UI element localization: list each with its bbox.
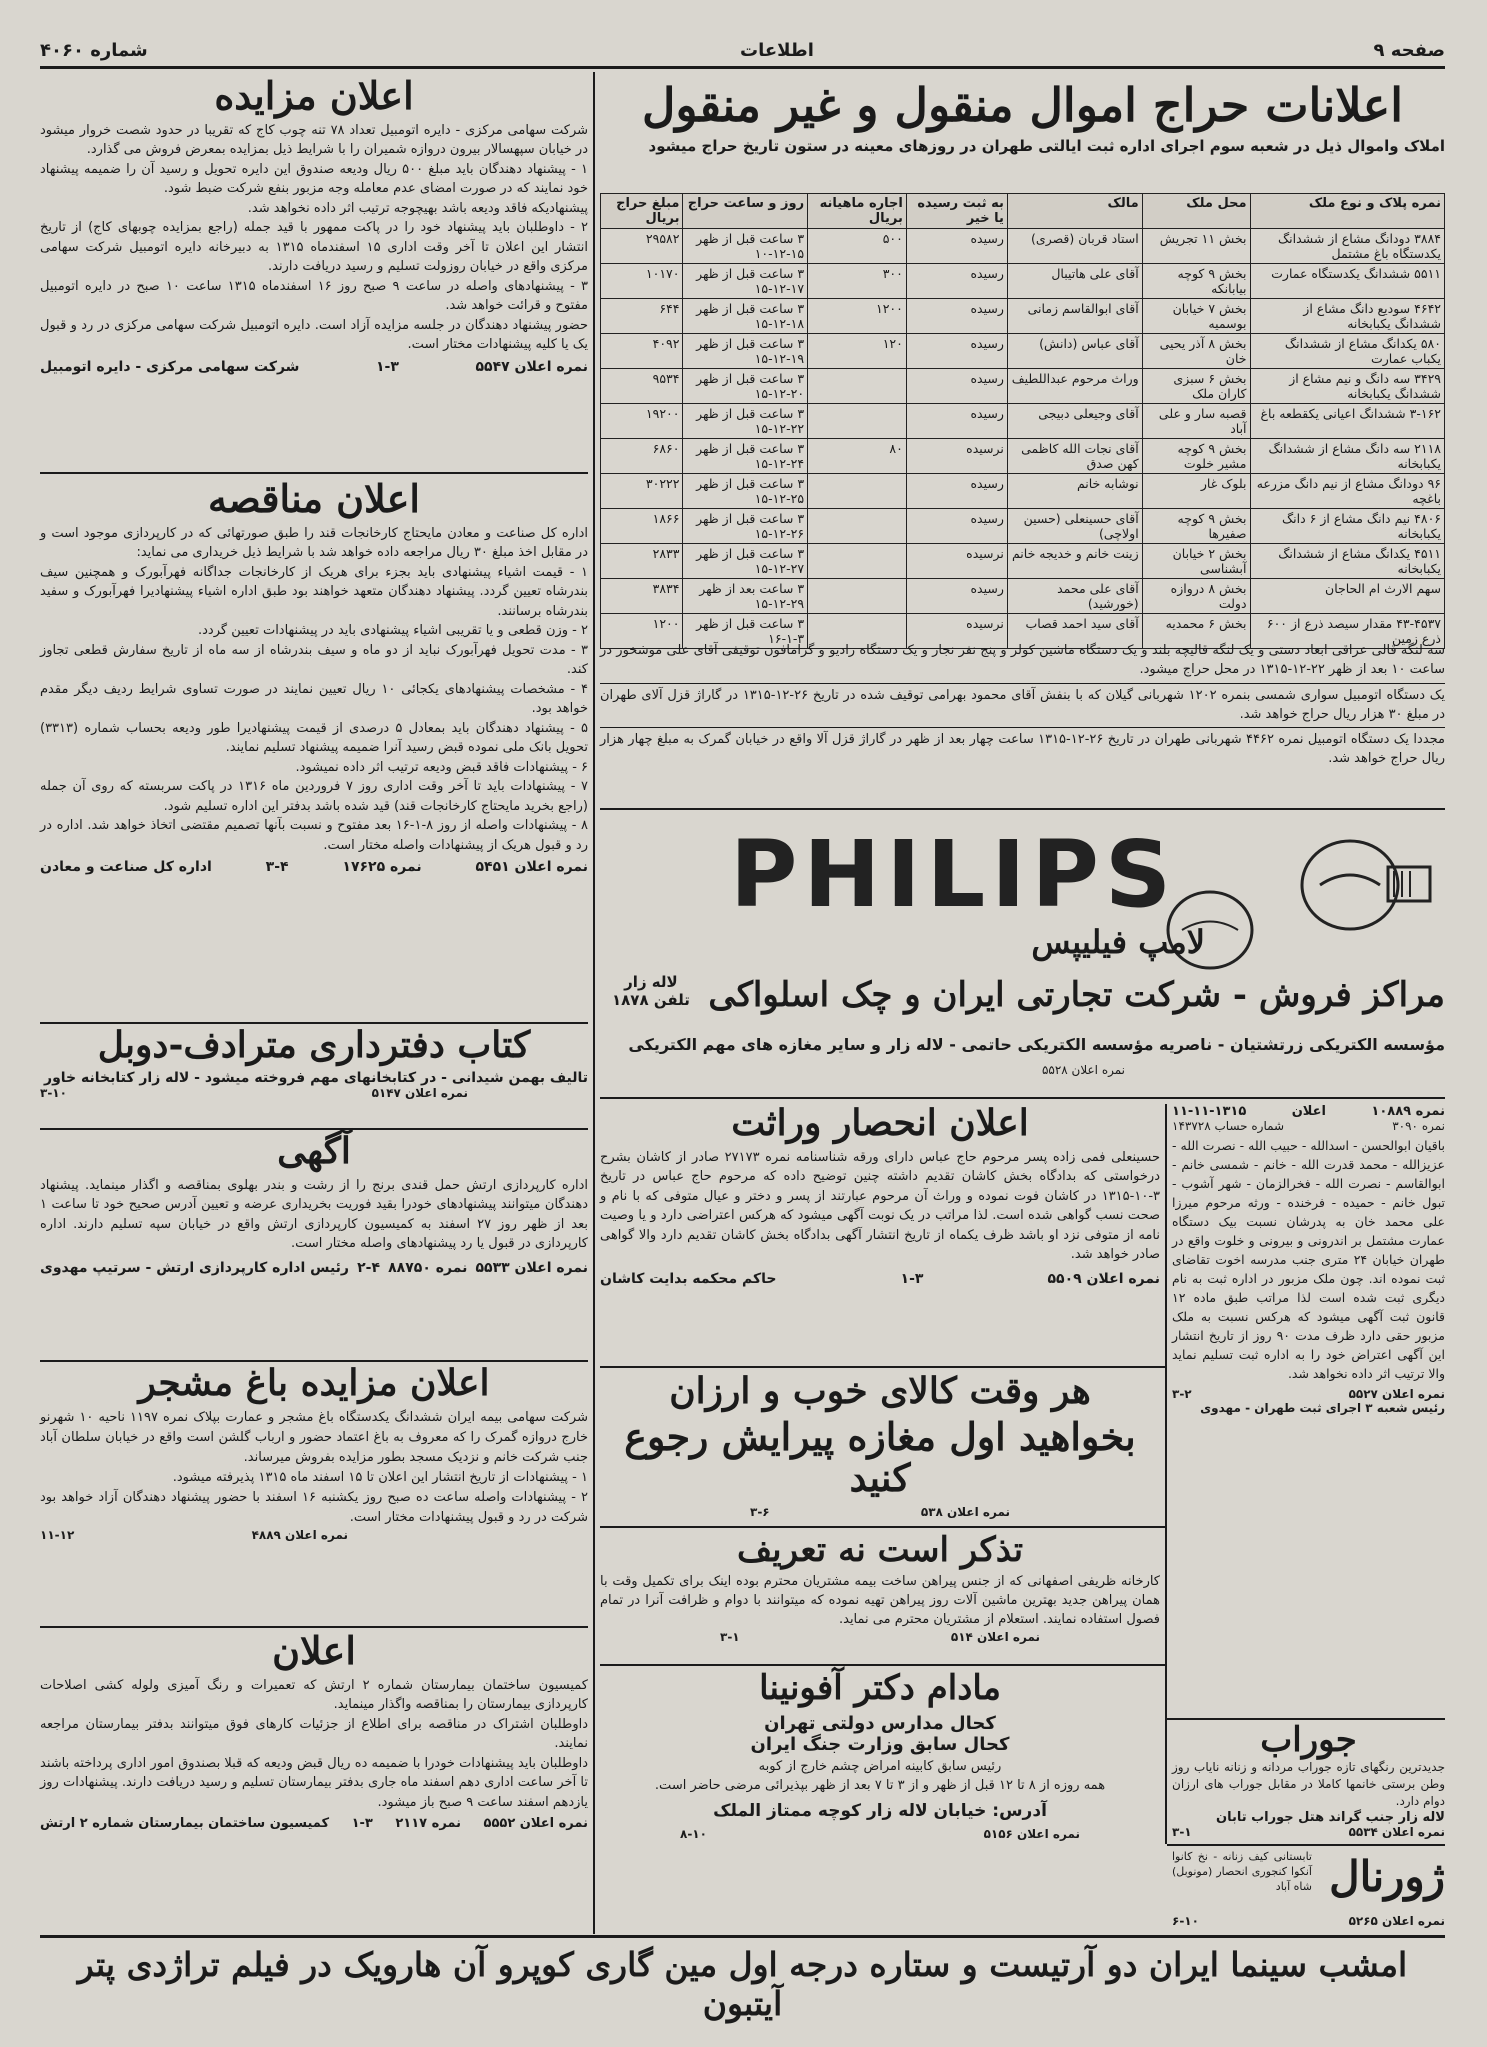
- ad-signature: شرکت سهامی مرکزی - دایره اتومبیل: [40, 358, 300, 375]
- paragraph: شرکت سهامی مرکزی - دایره اتومبیل تعداد ۷۸ تنه چوب کاج که تقریبا در حدود شصت خروار میشود در خیابان سپهسالار بیرون دروازه شمیران را با شرایط ذیل بمزایده بمعرض فروش می گذارد.: [40, 122, 589, 158]
- side-elan-date: ۱۱-۱۱-۱۳۱۵: [1172, 1104, 1247, 1119]
- ad-signature: رئیس شعبه ۳ اجرای ثبت طهران - مهدوی: [1200, 1401, 1445, 1415]
- table-cell: آقای علی محمد (خورشید): [1007, 579, 1142, 614]
- auction-notes: [600, 642, 1445, 769]
- ad-number: نمره اعلان ۵۵۴۷: [475, 358, 588, 375]
- monaghese-title: اعلان مناقصه: [208, 476, 420, 521]
- bagh-body: [40, 1408, 588, 1529]
- enhesar-body: حسینعلی فمی زاده پسر مرحوم حاج عباس دارای ورقه شناسنامه نمره ۲۷۱۷۳ صادر از کاشان بشرح درخواستی که بدادگاه بخش کاشان تقدیم داشته چنین توضیح داده که مرحوم حاج عباس در تاریخ ۳-۱۰-۱۳۱۵ در کاشان فوت نموده و وراث آن مرحوم عبارتند از پسر و دختر و عیال متوفی که با نام و صحت نسب گواهی شده است. لذا مراتب در یک نوبت آگهی میشود که هرکس اعتراضی دارد و یا وصیت نامه از متوفی نزد او باشد ظرف یکماه از تاریخ انتشار آگهی بدادگاه بخش کاشان تقدیم دارد والا گواهی صادر خواهد شد.: [600, 1149, 1160, 1263]
- table-cell: ۱۲۰۰: [808, 299, 907, 334]
- afonina-title: مادام دکتر آفونینا: [759, 1668, 1001, 1708]
- auction-column-header: به ثبت رسیده یا خیر: [906, 194, 1007, 229]
- table-cell: ۳ ساعت قبل از ظهر ۲۶-۱۲-۱۵: [683, 509, 808, 544]
- auction-title: اعلانات حراج اموال منقول و غیر منقول: [641, 78, 1404, 132]
- paragraph: ۵ - پیشنهاد دهندگان باید بمعادل ۵ درصدی از قیمت پیشنهادیرا طور ودیعه بحساب شماره (۳۳۱۳) تحویل بانک ملی نموده قبض رسید آنرا ضمیمه پیشنهاد تسلیم نمایند.: [40, 720, 588, 756]
- paragraph: داوطلبان باید پیشنهادات خودرا با ضمیمه ده ریال قبض ودیعه که قبلا بصندوق امور اداری پرداخته باشند تا آخر ساعت اداری دهم اسفند ماه جاری بدفتر بیمارستان تسلیم و رسید دریافت دارند. پیشنهادات روز یازدهم اسفند ساعت ۹ صبح باز میشود.: [40, 1755, 588, 1810]
- philips-address-block: [612, 973, 690, 1009]
- book-footer: [40, 1086, 588, 1100]
- ad-number: نمره اعلان ۴۸۸۹: [251, 1528, 348, 1543]
- ad-code: ۲-۴: [357, 1259, 381, 1276]
- side-elan-footer: [1172, 1387, 1445, 1401]
- lamp-bulb-icon: [1290, 825, 1440, 935]
- table-cell: ۹۶ دودانگ مشاع از نیم دانگ مزرعه باغچه: [1250, 474, 1444, 509]
- enhesar-title: اعلان انحصار وراثت: [731, 1102, 1029, 1144]
- book-title: کتاب دفترداری مترادف-دوبل: [97, 1024, 531, 1066]
- note-divider: [600, 727, 1445, 728]
- afonina-ad: [600, 1670, 1160, 1932]
- table-cell: ۱۲۰۰: [601, 614, 683, 649]
- ad-code: ۳-۴: [265, 859, 289, 876]
- tazakor-title: تذکر است نه تعریف: [736, 1530, 1024, 1570]
- table-cell: ۵۸۰ یکدانگ مشاع از ششدانگ یکباب عمارت: [1250, 334, 1444, 369]
- table-cell: ۱۹۲۰۰: [601, 404, 683, 439]
- table-cell: آقای نجات الله کاظمی کهن صدق: [1007, 439, 1142, 474]
- ad-ref: نمره ۱۷۶۲۵: [342, 859, 422, 876]
- agahi-body: اداره کارپردازی ارتش حمل قندی برنج را از رشت و بندر بهلوی بمناقصه و اگذار مینماید. پیشنهاد دهندگان میتوانند پیشنهادهای خودرا بقید فوریت بخریداری عرضه و تعیین آدرس صحیح خود تا ساعت ۱ بعد از ظهر روز ۲۷ اسفند به کمیسیون کارپردازی ارتش واقع در خیابان سپه تسلیم دارند. اداره کارپردازی در قبول یا رد پیشنهادهای واصله مختار است.: [40, 1177, 589, 1252]
- side-elan-ad: [1172, 1104, 1445, 1714]
- table-cell: ۱۲۰: [808, 334, 907, 369]
- table-cell: ۳۸۸۴ دودانگ مشاع از ششدانگ یکدستگاه باغ مشتمل: [1250, 229, 1444, 264]
- ad-number: نمره اعلان ۵۵۳۳: [475, 1259, 588, 1276]
- section-rule: [600, 1366, 1165, 1368]
- philips-ad-no: نمره اعلان ۵۵۲۸: [1041, 1063, 1125, 1077]
- table-cell: ۳ ساعت قبل از ظهر ۱۸-۱۲-۱۵: [683, 299, 808, 334]
- table-cell: ۲۸۳۳: [601, 544, 683, 579]
- paragraph: ۱ - پیشنهاد دهندگان باید مبلغ ۵۰۰ ریال ودیعه صندوق این دایره تحویل و رسید آن را ضمیمه پیشنهاد خود نمایند که در صورت امضای عدم معامله وجه مزبور بنفع شرکت ضبط شود.: [40, 161, 589, 197]
- philips-company: مراکز فروش - شرکت تجارتی ایران و چک اسلواکی: [708, 975, 1445, 1015]
- agahi-title: آگهی: [277, 1130, 351, 1172]
- table-cell: رسیده: [906, 509, 1007, 544]
- table-row: [601, 474, 1445, 509]
- side-elan-body: باقیان ابوالحسن - اسدالله - حبیب الله - نصرت الله - عزیزالله - محمد قدرت الله - خانم - شمسی خانم - ابوالقاسم - نصرت الله - فخرالزمان - شهر آشوب - تبول خانم - حمیده - فرخنده - ورثه مرحوم میرزا علی محمد خان به پدرشان نسبت بیک دستگاه عمارت مشتمل بر اندرونی و بیرونی و خلوت واقع در طهران خیابان ۲۴ متری جنب مدرسه اخوت تقاضای ثبت نموده اند. چون ملک مزبور در اداره ثبت به نام دیگری ثبت شده است لذا مراتب طبق ماده ۱۲ قانون ثبت آگهی میشود که هرکس نسبت به ملک مزبور حقی دارد ظرف مدت ۹۰ روز از تاریخ انتشار این آگهی اعتراض خود را به اداره ثبت تسلیم نماید والا ترتیب اثر داده نخواهد شد.: [1172, 1138, 1446, 1381]
- tazakor-ad: [600, 1532, 1160, 1660]
- table-cell: ۶۴۴: [601, 299, 683, 334]
- table-cell: آقای عباس (دانش): [1007, 334, 1142, 369]
- table-row: [601, 369, 1445, 404]
- elan-title: اعلان: [272, 1628, 356, 1673]
- section-rule: [600, 808, 1445, 810]
- kala-line1: هر وقت کالای خوب و ارزان: [669, 1370, 1091, 1412]
- table-cell: بخش ۹ کوچه مشیر خلوت: [1142, 439, 1250, 474]
- side-elan-subhead: [1172, 1119, 1445, 1133]
- table-cell: ۱۸۶۶: [601, 509, 683, 544]
- table-cell: [808, 404, 907, 439]
- paragraph: ۴ - مشخصات پیشنهادهای یکجائی ۱۰ ریال تعیین نمایند در صورت تساوی شرایط ردیف دیگر مقدم خواهد بود.: [40, 681, 588, 717]
- table-cell: [808, 369, 907, 404]
- side-elan-account: شماره حساب ۱۴۳۷۲۸: [1172, 1119, 1285, 1133]
- table-cell: ۳ ساعت قبل از ظهر ۲۵-۱۲-۱۵: [683, 474, 808, 509]
- ad-number: نمره اعلان ۵۵۳۴: [1348, 1824, 1445, 1839]
- table-cell: بخش ۸ دروازه دولت: [1142, 579, 1250, 614]
- ad-number: نمره اعلان ۵۲۶۵: [1348, 1914, 1445, 1928]
- table-row: [601, 334, 1445, 369]
- table-row: [601, 544, 1445, 579]
- elan-footer: [40, 1816, 588, 1831]
- kala-footer: [600, 1505, 1160, 1519]
- table-cell: بخش ۹ کوچه صفیرها: [1142, 509, 1250, 544]
- agahi-ad: [40, 1132, 588, 1358]
- side-elan-num2: نمره ۳۰۹۰: [1392, 1119, 1445, 1133]
- journal-body: تابستانی کیف زنانه - نخ کانوا آنکوا کنجوری انحصار (مونوبل) شاه آباد: [1172, 1850, 1312, 1893]
- table-row: [601, 404, 1445, 439]
- paragraph: ۲ - وزن قطعی و یا تقریبی اشیاء پیشنهادی باید در پیشنهادات تعیین گردد.: [197, 623, 588, 639]
- header-rule: [40, 66, 1445, 69]
- auction-column-header: نمره پلاک و نوع ملک: [1250, 194, 1444, 229]
- table-cell: آقای سید احمد قصاب: [1007, 614, 1142, 649]
- auction-table: [600, 193, 1445, 649]
- monaghese-ad: [40, 478, 588, 1018]
- auction-column-header: مالک: [1007, 194, 1142, 229]
- enhesar-footer: [600, 1271, 1160, 1287]
- tazakor-footer: [600, 1630, 1160, 1644]
- table-row: [601, 229, 1445, 264]
- table-row: [601, 509, 1445, 544]
- paragraph: ۷ - پیشنهادات باید تا آخر وقت اداری روز ۷ فروردین ماه ۱۳۱۶ در پاکت سربسته که روی آن جمله (راجع بخرید مایحتاج کارخانجات قند) قید شده باشد بدفتر این اداره تسلیم شود.: [40, 779, 589, 814]
- paragraph: ۶ - پیشنهادات فاقد قبض ودیعه ترتیب اثر داده نمیشود.: [295, 759, 588, 775]
- table-cell: ۳۰۲۲۲: [601, 474, 683, 509]
- tazakor-body: کارخانه ظریفی اصفهانی که از جنس پیراهن ساخت بیمه مشتریان محترم بوده اینک برای تکمیل وقت با همان پیراهن جدید بهترین ماشین آلات روز پیراهن تهیه نموده که میتوانند با دوام و ظرافت آنرا در تمام فصول استفاده نمایند. استعلام از مشتریان محترم می نماید.: [600, 1574, 1160, 1628]
- table-cell: آقای ابوالقاسم زمانی: [1007, 299, 1142, 334]
- page-header: [40, 40, 1445, 66]
- ad-signature: حاکم محکمه بدایت کاشان: [600, 1270, 777, 1287]
- elan-body: [40, 1676, 588, 1813]
- table-cell: ۳ ساعت قبل از ظهر ۱۹-۱۲-۱۵: [683, 334, 808, 369]
- philips-stores: مؤسسه الکتریکی زرتشتیان - ناصریه مؤسسه الکتریکی حاتمی - لاله زار و سایر مغازه های مهم الکتریکی: [628, 1035, 1445, 1054]
- bagh-title: اعلان مزایده باغ مشجر: [138, 1362, 490, 1404]
- table-cell: رسیده: [906, 369, 1007, 404]
- journal-title: ژورنال: [1329, 1852, 1445, 1901]
- issue-number: شماره ۴۰۶۰: [40, 40, 148, 61]
- side-elan-head: [1172, 1104, 1445, 1119]
- paragraph: ۱ - قیمت اشیاء پیشنهادی باید بجزء برای هریک از کارخانجات جداگانه فهرآبورک و همچنین سیف بندرشاه تعیین گردد. پیشنهاد دهندگان متعهد خواهند بود طبق اداره اشیاء پیشنهادیرا فهرآبورک و سفید بندرشاه برسانند.: [40, 564, 588, 619]
- column-divider: [1165, 1104, 1167, 1844]
- table-row: [601, 299, 1445, 334]
- table-cell: آقای حسینعلی (حسین اولاچی): [1007, 509, 1142, 544]
- table-cell: نرسیده: [906, 614, 1007, 649]
- auction-subtitle: املاک واموال ذیل در شعبه سوم اجرای اداره ثبت ایالتی طهران در روزهای معینه در ستون تاریخ حراج میشود: [648, 136, 1445, 155]
- book-body: تالیف بهمن شیدانی - در کتابخانهای مهم فروخته میشود - لاله زار کتابخانه خاور: [44, 1069, 588, 1086]
- table-cell: ۹۵۳۴: [601, 369, 683, 404]
- ad-code: ۳-۱۰: [40, 1085, 67, 1100]
- table-cell: ۳ ساعت قبل از ظهر ۲۷-۱۲-۱۵: [683, 544, 808, 579]
- table-cell: آقای علی هاتیبال: [1007, 264, 1142, 299]
- paragraph: ۳ - پیشنهادهای واصله در ساعت ۹ صبح روز ۱۶ اسفندماه ۱۳۱۵ ساعت ۱۰ صبح در دایره اتومبیل مفتوح و قرائت خواهد شد.: [40, 278, 588, 314]
- table-cell: ۲۱۱۸ سه دانگ مشاع از ششدانگ یکبابخانه: [1250, 439, 1444, 474]
- table-cell: [808, 509, 907, 544]
- afonina-address: آدرس: خیابان لاله زار کوچه ممتاز الملک: [713, 1801, 1047, 1822]
- table-cell: رسیده: [906, 229, 1007, 264]
- afonina-line4: همه روزه از ۸ تا ۱۲ قبل از ظهر و از ۳ تا ۷ بعد از ظهر بپذیرائی مرضی حاضر است.: [654, 1778, 1106, 1794]
- table-cell: رسیده: [906, 474, 1007, 509]
- table-cell: نرسیده: [906, 544, 1007, 579]
- ad-number: نمره اعلان ۵۵۰۹: [1047, 1270, 1160, 1287]
- paragraph: حضور پیشنهاد دهندگان در جلسه مزایده آزاد است. دایره اتومبیل شرکت سهامی مرکزی در رد و قبول یک یا کلیه پیشنهادات مختار است.: [40, 317, 588, 353]
- ad-code: ۱-۳: [900, 1270, 924, 1287]
- table-cell: زینت خانم و خدیجه خانم: [1007, 544, 1142, 579]
- mozayede-ad: [40, 75, 588, 470]
- journal-footer: [1172, 1914, 1445, 1928]
- mozayede-footer: [40, 359, 588, 375]
- table-cell: رسیده: [906, 299, 1007, 334]
- side-elan-title: اعلان: [1291, 1104, 1327, 1119]
- table-cell: آقای وجیعلی دبیجی: [1007, 404, 1142, 439]
- table-cell: رسیده: [906, 579, 1007, 614]
- note-divider: [600, 683, 1445, 684]
- table-cell: ۳۸۳۴: [601, 579, 683, 614]
- kala-line2: بخواهید اول مغازه پیرایش رجوع کنید: [624, 1413, 1136, 1501]
- table-cell: ۸۰: [808, 439, 907, 474]
- ad-number: نمره اعلان ۵۴۵۱: [475, 859, 588, 876]
- table-cell: ۳ ساعت قبل از ظهر ۲۰-۱۲-۱۵: [683, 369, 808, 404]
- table-cell: ۴۶۴۲ سودیع دانگ مشاع از ششدانگ یکبابخانه: [1250, 299, 1444, 334]
- ad-number: نمره اعلان ۵۱۴: [950, 1629, 1040, 1644]
- table-cell: [808, 579, 907, 614]
- table-cell: نرسیده: [906, 439, 1007, 474]
- afonina-line1: کحال مدارس دولتی تهران: [764, 1713, 996, 1735]
- auction-note: سه لنگه قالی عراقی ابعاد دستی و یک لنگه قالیچه بلند و یک دستگاه ماشین کولر و پنج نفر نجار و یک دستگاه رادیو و گرامافون توقیفی آقای علی موشخور در ساعت ۱۰ بعد از ظهر ۲۲-۱۲-۱۳۱۵ در محل حراج میشود.: [600, 643, 1445, 677]
- elan-ad: [40, 1630, 588, 1932]
- monaghese-footer: [40, 859, 588, 875]
- table-cell: [808, 474, 907, 509]
- paragraph: پیشنهادیکه فاقد ودیعه باشد بهیچوجه ترتیب اثر داده نخواهد شد.: [247, 200, 588, 216]
- agahi-footer: [40, 1260, 588, 1276]
- ad-code: ۸-۱۰: [680, 1827, 707, 1842]
- ad-number: نمره اعلان ۵۵۲۷: [1348, 1387, 1445, 1401]
- table-cell: ۳۴۲۹ سه دانگ و نیم مشاع از ششدانگ یکبابخانه: [1250, 369, 1444, 404]
- bottom-rule: [40, 1935, 1445, 1938]
- auction-note: مجددا یک دستگاه اتومبیل نمره ۴۴۶۲ شهربانی طهران در تاریخ ۲۶-۱۲-۱۳۱۵ ساعت چهار بعد از ظهر در گاراژ قزل آلا واقع در خیابان گمرک به مبلغ چهار هزار ریال حراج خواهد شد.: [600, 732, 1446, 767]
- table-cell: ۳ ساعت قبل از ظهر ۲۲-۱۲-۱۵: [683, 404, 808, 439]
- section-rule: [40, 472, 588, 474]
- ad-code: ۳-۱: [1172, 1824, 1192, 1839]
- ad-code: ۳-۶: [750, 1505, 770, 1520]
- paragraph: داوطلبان اشتراک در مناقصه برای اطلاع از جزئیات کارهای فوق میتوانند بدفتر بیمارستان مراجعه نمایند.: [40, 1716, 588, 1752]
- table-cell: ۳-۱۶۲ ششدانگ اعیانی یکقطعه باغ: [1250, 404, 1444, 439]
- ad-ref: نمره ۸۸۷۵۰: [388, 1259, 468, 1276]
- table-cell: ۴۵۱۱ یکدانگ مشاع از ششدانگ یکبابخانه: [1250, 544, 1444, 579]
- ad-signature: کمیسیون ساختمان بیمارستان شماره ۲ ارتش: [40, 1816, 330, 1832]
- table-cell: [808, 544, 907, 579]
- afonina-footer: [600, 1827, 1160, 1841]
- mozayede-body: [40, 121, 588, 355]
- paper-name: اطلاعات: [740, 40, 814, 61]
- philips-ad: [600, 815, 1445, 1095]
- jurab-title: جوراب: [1260, 1720, 1357, 1760]
- table-cell: رسیده: [906, 404, 1007, 439]
- table-cell: رسیده: [906, 334, 1007, 369]
- jurab-address: لاله زار جنب گراند هتل جوراب تابان: [1215, 1809, 1445, 1825]
- auction-column-header: محل ملک: [1142, 194, 1250, 229]
- afonina-line3: رئیس سابق کابینه امراض چشم خارج از کوبه: [758, 1759, 1002, 1775]
- table-cell: بخش ۶ محمدیه: [1142, 614, 1250, 649]
- jurab-ad: [1172, 1722, 1445, 1840]
- ad-code: ۱-۳: [376, 358, 399, 375]
- table-cell: بخش ۷ خیابان بوسمیه: [1142, 299, 1250, 334]
- ad-code: ۳-۱: [720, 1629, 740, 1644]
- cinema-banner: امشب سینما ایران دو آرتیست و ستاره درجه اول مین گاری کوپرو آن هارویک در فیلم تراژدی پتر آیتبون: [77, 1945, 1408, 2023]
- ad-code: ۶-۱۰: [1172, 1914, 1199, 1928]
- auction-note: یک دستگاه اتومبیل سواری شمسی بنمره ۱۲۰۲ شهربانی گیلان که با بنفش آقای محمود بهرامی توقیف شده در تاریخ ۲۶-۱۲-۱۳۱۵ در گاراژ قزل آلای طهران در مبلغ ۳۰ هزار ریال حراج خواهد شد.: [600, 687, 1446, 722]
- monaghese-body: [40, 524, 588, 856]
- book-ad: [40, 1026, 588, 1126]
- paragraph: شرکت سهامی بیمه ایران ششدانگ یکدستگاه باغ مشجر و عمارت بپلاک نمره ۱۱۹۷ ناحیه ۱۰ شهرنو خارج دروازه گمرک را که معروف به باغ اعتماد حضور و ارباب گلشن است واقع در خیابان سلطان آباد جنب شرکت خانم و نزدیک مسجد بطور مزایده بفروش میرساند.: [40, 1409, 588, 1465]
- table-cell: ۵۰۰: [808, 229, 907, 264]
- table-row: [601, 439, 1445, 474]
- table-cell: بخش ۱۱ تجریش: [1142, 229, 1250, 264]
- section-rule: [1167, 1844, 1445, 1846]
- table-cell: نوشابه خانم: [1007, 474, 1142, 509]
- table-row: [601, 264, 1445, 299]
- auction-column-header: مبلغ حراج بریال: [601, 194, 683, 229]
- philips-phone: تلفن ۱۸۷۸: [612, 991, 690, 1009]
- philips-product: لامپ فیلیپس: [1031, 923, 1205, 961]
- table-cell: ۳ ساعت بعد از ظهر ۲۹-۱۲-۱۵: [683, 579, 808, 614]
- afonina-line2: کحال سابق وزارت جنگ ایران: [750, 1734, 1010, 1756]
- column-divider: [593, 72, 595, 1934]
- auction-column-header: اجاره ماهیانه بریال: [808, 194, 907, 229]
- page-number: صفحه ۹: [1373, 40, 1445, 61]
- ad-signature: اداره کل صناعت و معادن: [40, 859, 212, 876]
- table-cell: بخش ۶ سبزی کاران ملک: [1142, 369, 1250, 404]
- ad-code: ۱-۳: [351, 1816, 373, 1832]
- enhesar-ad: [600, 1104, 1160, 1364]
- section-rule: [600, 1526, 1165, 1528]
- ad-code: ۳-۲: [1172, 1387, 1192, 1401]
- paragraph: کمیسیون ساختمان بیمارستان شماره ۲ ارتش که تعمیرات و رنگ آمیزی ولوله کشی اصلاحات کارپردازی بیمارستان را بمناقصه واگذار مینماید.: [40, 1677, 588, 1713]
- table-cell: رسیده: [906, 264, 1007, 299]
- ad-number: نمره اعلان ۵۱۵۶: [983, 1827, 1080, 1842]
- table-cell: استاد قربان (قصری): [1007, 229, 1142, 264]
- paragraph: ۱ - پیشنهادات از تاریخ انتشار این اعلان تا ۱۵ اسفند ماه ۱۳۱۵ پذیرفته میشود.: [172, 1470, 588, 1486]
- table-cell: بخش ۸ آذر یحیی خان: [1142, 334, 1250, 369]
- jurab-footer: [1172, 1825, 1445, 1839]
- bagh-ad: [40, 1364, 588, 1624]
- kala-ad: [600, 1372, 1160, 1524]
- bagh-footer: [40, 1528, 588, 1542]
- philips-address: لاله زار: [624, 973, 678, 991]
- paragraph: اداره کل صناعت و معادن مایحتاج کارخانجات قند را طبق صورتهائی که در کارپردازی موجود است و در مقابل اخذ مبلغ ۳۰ ریال مراجعه داده خواهد شد با شرایط ذیل خریداری می نماید:: [40, 525, 588, 561]
- mozayede-title: اعلان مزایده: [214, 73, 414, 118]
- ad-signature: رئیس اداره کارپردازی ارتش - سرتیپ مهدوی: [40, 1259, 349, 1276]
- table-cell: ۴۰۹۲: [601, 334, 683, 369]
- ad-number: نمره اعلان ۵۳۸: [920, 1505, 1010, 1520]
- paragraph: ۳ - مدت تحویل فهرآبورک نباید از دو ماه و سیف بندرشاه از سه ماه از تاریخ سفارش قطعی تجاوز کند.: [40, 642, 588, 678]
- ad-ref: نمره ۲۱۱۷: [395, 1816, 462, 1832]
- table-cell: سهم الارث ام الحاجان: [1250, 579, 1444, 614]
- table-cell: ۳۰۰: [808, 264, 907, 299]
- jurab-body: جدیدترین رنگهای تازه جوراب مردانه و زنانه نایاب روز وطن برستی خانمها کاملا در مقابل جوراب های ارزان دوام دارد.: [1172, 1760, 1445, 1808]
- table-cell: وراث مرحوم عبداللطیف: [1007, 369, 1142, 404]
- table-cell: بخش ۹ کوچه بیابانکه: [1142, 264, 1250, 299]
- section-rule: [600, 1097, 1445, 1099]
- table-cell: ۳ ساعت قبل از ظهر ۱۷-۱۲-۱۵: [683, 264, 808, 299]
- paragraph: ۲ - پیشنهادات واصله ساعت ده صبح روز یکشنبه ۱۶ اسفند با حضور پیشنهاد دهندگان آزاد خواهد بود شرکت در رد و قبول پیشنهادات مختار است.: [40, 1490, 588, 1526]
- side-elan-num: نمره ۱۰۸۸۹: [1371, 1104, 1445, 1119]
- ad-number: نمره اعلان ۵۵۵۲: [483, 1816, 588, 1832]
- journal-ad: [1172, 1848, 1445, 1932]
- auction-header: [600, 80, 1445, 190]
- table-cell: ۵۵۱۱ ششدانگ یکدستگاه عمارت: [1250, 264, 1444, 299]
- table-cell: ۴۸۰۶ نیم دانگ مشاع از ۶ دانگ یکبابخانه: [1250, 509, 1444, 544]
- table-cell: ۳ ساعت قبل از ظهر ۲۴-۱۲-۱۵: [683, 439, 808, 474]
- table-cell: ۴۳-۴۵۳۷ مقدار سیصد ذرع از ۶۰۰ ذرع زمین: [1250, 614, 1444, 649]
- ad-number: نمره اعلان ۵۱۴۷: [371, 1085, 468, 1100]
- paragraph: ۲ - داوطلبان باید پیشنهاد خود را در پاکت ممهور با قید جمله (راجع بمزایده چوبهای کاج) از تاریخ انتشار این اعلان تا آخر وقت اداری ۱۵ اسفندماه ۱۳۱۵ به دبیرخانه دایره اتومبیل شرکت سهامی مرکزی واقع در خیابان روزولت تسلیم و رسید دریافت دارند.: [40, 220, 588, 275]
- auction-column-header: روز و ساعت حراج: [683, 194, 808, 229]
- section-rule: [600, 1664, 1165, 1666]
- table-cell: ۶۸۶۰: [601, 439, 683, 474]
- table-cell: بخش ۲ خیابان آبشناسی: [1142, 544, 1250, 579]
- ad-code: ۱۱-۱۲: [40, 1528, 75, 1543]
- table-cell: قصبه سار و علی آباد: [1142, 404, 1250, 439]
- table-cell: ۳ ساعت قبل از ظهر ۳-۱-۱۶: [683, 614, 808, 649]
- philips-brand: PHILIPS: [730, 821, 1178, 928]
- paragraph: ۸ - پیشنهادات واصله از روز ۸-۱-۱۶ بعد مفتوح و نسبت بآنها تصمیم مقتضی اتخاذ خواهد شد. اداره در رد و قبول هریک از پیشنهادات واصله مختار است.: [40, 818, 588, 853]
- table-cell: ۱۰۱۷۰: [601, 264, 683, 299]
- table-row: [601, 579, 1445, 614]
- table-cell: ۲۹۵۸۲: [601, 229, 683, 264]
- table-cell: بلوک غار: [1142, 474, 1250, 509]
- table-cell: ۳ ساعت قبل از ظهر ۱۵-۱۲-۱۰: [683, 229, 808, 264]
